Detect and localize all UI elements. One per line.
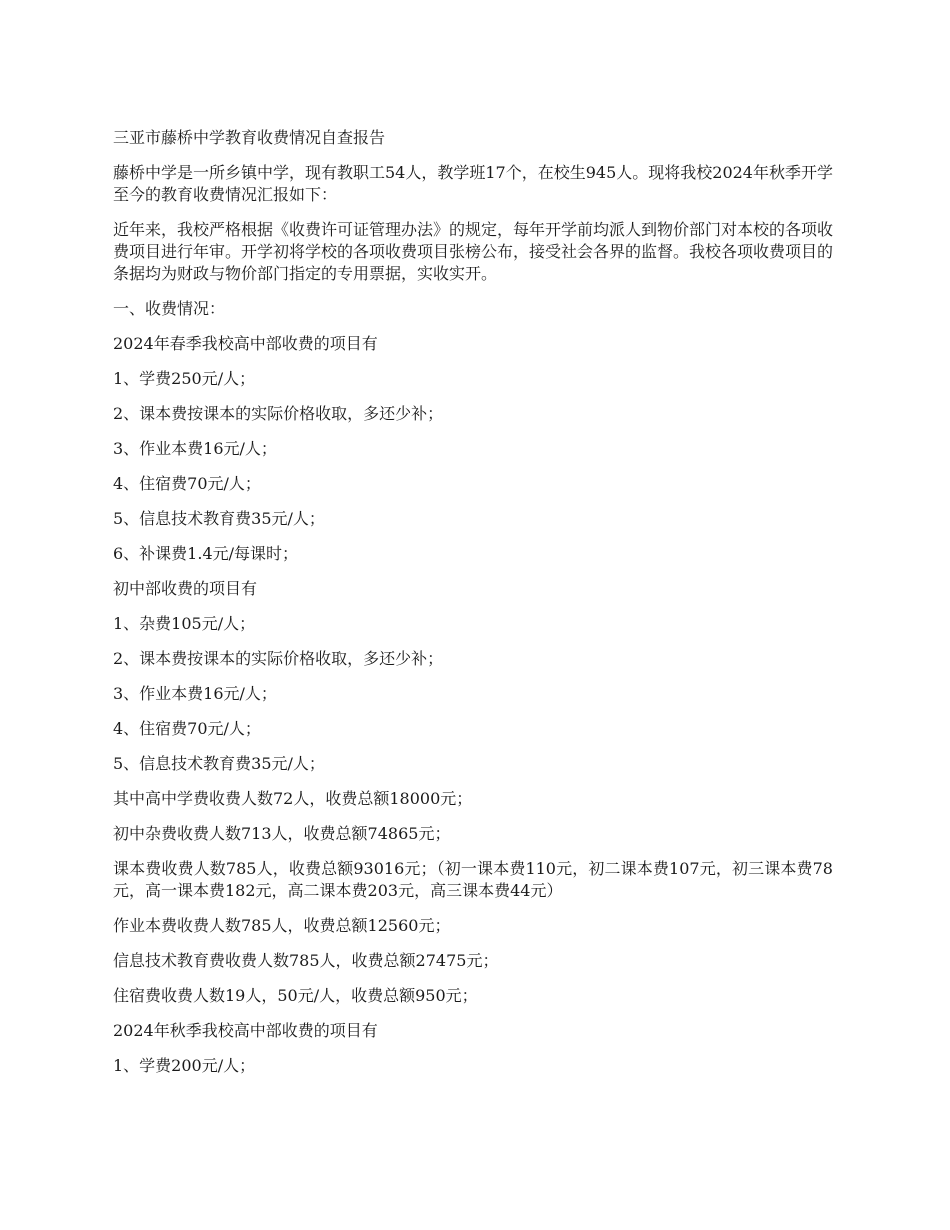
stat-workbook: 作业本费收费人数785人，收费总额12560元； [113, 916, 451, 935]
section-heading: 一、收费情况： [113, 299, 226, 318]
list-item: 5、信息技术教育费35元/人； [113, 509, 325, 528]
autumn-high-heading: 2024年秋季我校高中部收费的项目有 [113, 1021, 378, 1040]
junior-heading: 初中部收费的项目有 [113, 579, 258, 598]
spring-high-heading: 2024年春季我校高中部收费的项目有 [113, 334, 378, 353]
stat-dorm: 住宿费收费人数19人，50元/人，收费总额950元； [113, 986, 478, 1005]
document-title: 三亚市藤桥中学教育收费情况自查报告 [113, 128, 386, 147]
document-page [113, 127, 833, 1090]
list-item: 5、信息技术教育费35元/人； [113, 754, 325, 773]
list-item: 2、课本费按课本的实际价格收取，多还少补； [113, 649, 444, 668]
list-item: 1、杂费105元/人； [113, 614, 256, 633]
list-item: 6、补课费1.4元/每课时； [113, 544, 299, 563]
stat-textbook: 课本费收费人数785人，收费总额93016元；（初一课本费110元，初二课本费107元，初三课本费78元，高一课本费182元，高二课本费203元，高三课本费44元） [113, 859, 833, 900]
stat-high-tuition: 其中高中学费收费人数72人，收费总额18000元； [113, 789, 473, 808]
list-item: 3、作业本费16元/人； [113, 684, 277, 703]
list-item: 3、作业本费16元/人； [113, 439, 277, 458]
intro-paragraph: 藤桥中学是一所乡镇中学，现有教职工54人，教学班17个，在校生945人。现将我校2024年秋季开学至今的教育收费情况汇报如下： [113, 163, 833, 204]
list-item: 4、住宿费70元/人； [113, 474, 261, 493]
list-item: 1、学费250元/人； [113, 369, 256, 388]
stat-junior-misc: 初中杂费收费人数713人，收费总额74865元； [113, 824, 451, 843]
background-paragraph: 近年来，我校严格根据《收费许可证管理办法》的规定，每年开学前均派人到物价部门对本校的各项收费项目进行年审。开学初将学校的各项收费项目张榜公布，接受社会各界的监督。我校各项收费项目的条据均为财政与物价部门指定的专用票据，实收实开。 [113, 220, 834, 283]
stat-it: 信息技术教育费收费人数785人，收费总额27475元； [113, 951, 499, 970]
list-item: 1、学费200元/人； [113, 1056, 256, 1075]
list-item: 4、住宿费70元/人； [113, 719, 261, 738]
list-item: 2、课本费按课本的实际价格收取，多还少补； [113, 404, 444, 423]
